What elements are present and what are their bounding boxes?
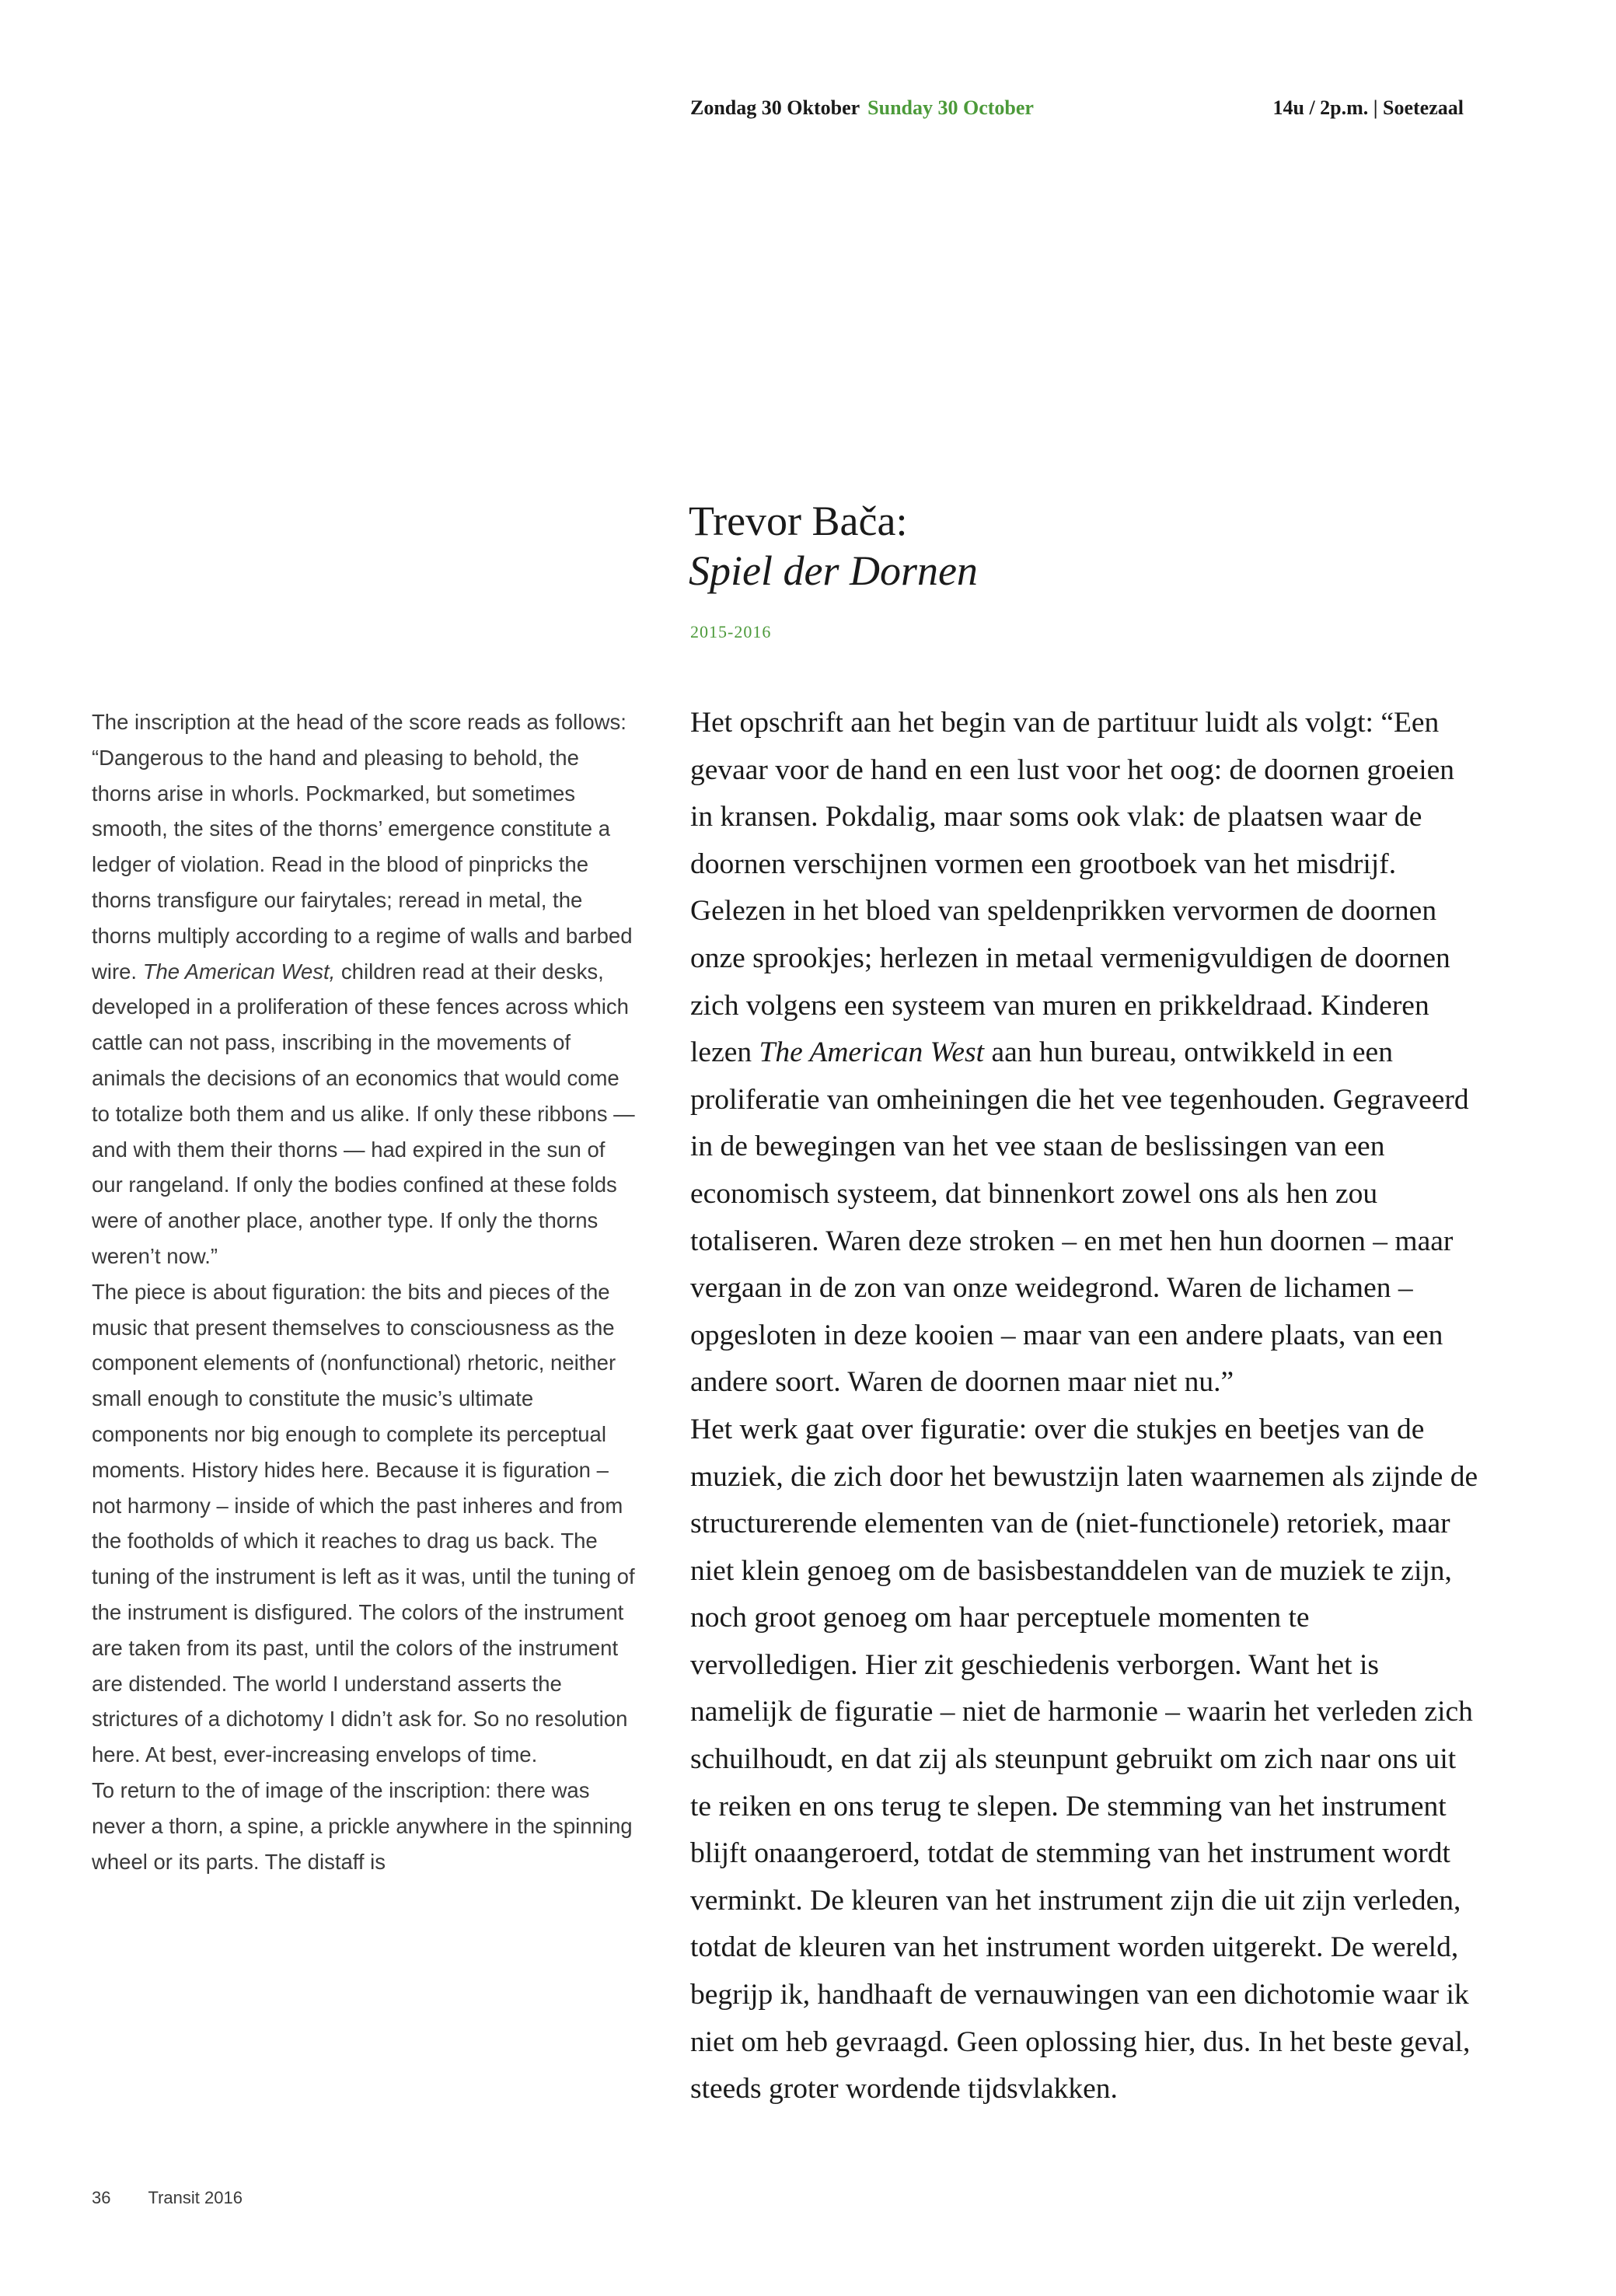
dutch-paragraph-2: Het werk gaat over figuratie: over die stukjes en beetjes van de muziek, die zich door het bewustzijn laten waarnemen als zijnde de structurerende elementen van de (niet-functionele) retoriek, maar niet klein genoeg om de basisbestanddelen van de muziek te zijn, noch groot genoeg om haar perceptuele momenten te vervolledigen. Hier zit geschiedenis verborgen. Want het is namelijk de figuratie – niet de harmonie – waarin het verleden zich schuilhoudt, en dat zij als steunpunt gebruikt om zich naar ons uit te reiken en ons terug te slepen. De stemming van het instrument blijft onaangeroerd, totdat de stemming van het instrument wordt verminkt. De kleuren van het instrument zijn die uit zijn verleden, totdat de kleuren van het instrument worden uitgerekt. De wereld, begrijp ik, handhaaft de vernauwingen van een dichotomie waar ik niet om heb gevraagd. Geen oplossing hier, dus. In het beste geval, steeds groter wordende tijdsvlakken. xyxy=(690,1413,1478,2106)
composition-years: 2015-2016 xyxy=(690,622,772,641)
page-number: 36 xyxy=(92,2188,111,2207)
composer-name: Trevor Bača: xyxy=(689,498,908,544)
dutch-text-1b: aan hun bureau, ontwikkeld in een proliferatie van omheiningen die het vee tegenhouden. Gegraveerd in de bewegingen van het vee staan de beslissingen van een economisch systeem, dat binnenkort zowel ons als hen zou totaliseren. Waren deze stroken – en met hen hun doornen – maar vergaan in de zon van onze weidegrond. Waren de lichamen – opgesloten in deze kooien – maar van een andere plaats, van een andere soort. Waren de doornen maar niet nu.” xyxy=(690,1036,1469,1399)
english-paragraph-1 xyxy=(92,704,636,1274)
english-text-1b: children read at their desks, developed in a proliferation of these fences across which cattle can not pass, inscribing in the movements of animals the decisions of an economics that would come to totalize both them and us alike. If only these ribbons — and with them their thorns — had expired in the sun of our rangeland. If only the bodies confined at these folds were of another place, another type. If only the thorns weren’t now.” xyxy=(92,959,635,1268)
dutch-text-1a: Het opschrift aan het begin van de partituur luidt als volgt: “Een gevaar voor de hand en een lust voor het oog: de doornen groeien in kransen. Pokdalig, maar soms ook vlak: de plaatsen waar de doornen verschijnen vormen een grootboek van het misdrijf. Gelezen in het bloed van speldenprikken vervormen de doornen onze sprookjes; herlezen in metaal vermenigvuldigen de doornen zich volgens een systeem van muren en prikkeldraad. Kinderen lezen xyxy=(690,707,1455,1069)
english-text-1a: The inscription at the head of the score reads as follows: “Dangerous to the hand and pleasing to behold, the thorns arise in whorls. Pockmarked, but sometimes smooth, the sites of the thorns’ emergence constitute a ledger of violation. Read in the blood of pinpricks the thorns transfigure our fairytales; reread in metal, the thorns multiply according to a regime of walls and barbed wire. xyxy=(92,710,633,984)
date-english: Sunday 30 October xyxy=(867,96,1034,119)
english-column xyxy=(92,704,636,1879)
header-date xyxy=(690,96,1034,120)
english-italic-title: The American West, xyxy=(142,959,336,984)
date-dutch: Zondag 30 Oktober xyxy=(690,96,860,119)
page-footer xyxy=(92,2188,243,2208)
work-title: Spiel der Dornen xyxy=(689,547,978,594)
dutch-column xyxy=(690,700,1483,2113)
dutch-paragraph-1 xyxy=(690,700,1483,1407)
page-title xyxy=(689,496,978,596)
english-paragraph-2: The piece is about figuration: the bits and pieces of the music that present themselves to consciousness as the component elements of (nonfunctional) rhetoric, neither small enough to constitute the music’s ultimate components nor big enough to complete its perceptual moments. History hides here. Because it is figuration – not harmony – inside of which the past inheres and from the footholds of which it reaches to drag us back. The tuning of the instrument is left as it was, until the tuning of the instrument is disfigured. The colors of the instrument are taken from its past, until the colors of the instrument are distended. The world I understand asserts the strictures of a dichotomy I didn’t ask for. So no resolution here. At best, ever-increasing envelops of time. xyxy=(92,1279,635,1767)
header-time-venue: 14u / 2p.m. | Soetezaal xyxy=(1272,96,1464,119)
dutch-italic-title: The American West xyxy=(759,1036,985,1069)
publication-name: Transit 2016 xyxy=(148,2188,243,2207)
english-paragraph-3: To return to the of image of the inscription: there was never a thorn, a spine, a prickle anywhere in the spinning wheel or its parts. The distaff is xyxy=(92,1777,633,1874)
